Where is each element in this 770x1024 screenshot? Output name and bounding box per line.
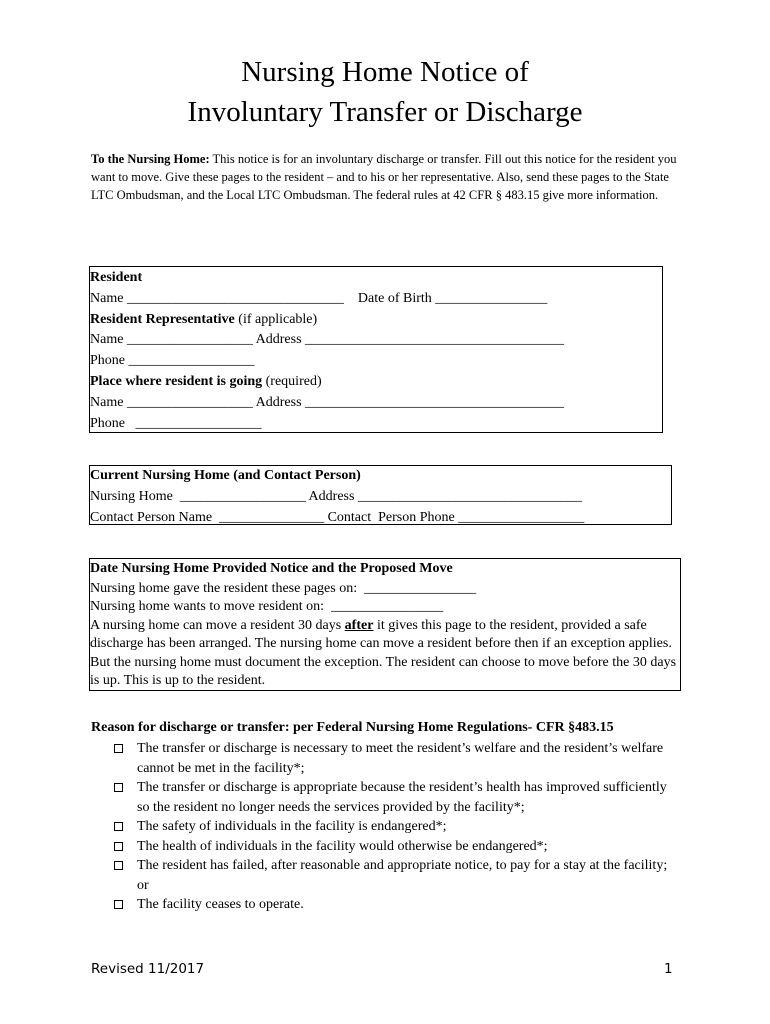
checkbox-icon[interactable] xyxy=(114,861,123,870)
checkbox-icon[interactable] xyxy=(114,842,123,851)
reasons-checklist xyxy=(110,739,670,915)
reason-item: The transfer or discharge is necessary to meet the resident’s welfare and the resident’s welfare cannot be met in the facility*; xyxy=(110,739,670,778)
current-nursing-home-section xyxy=(89,465,672,525)
resident-name-row[interactable]: Name _______________________________ Date of Birth ________________ xyxy=(90,290,548,306)
reasons-heading: Reason for discharge or transfer: per Federal Nursing Home Regulations- CFR §483.15 xyxy=(91,720,614,735)
current-home-heading: Current Nursing Home (and Contact Person) xyxy=(90,468,361,483)
notice-date-section xyxy=(89,558,681,691)
title-line-1: Nursing Home Notice of xyxy=(241,56,529,88)
revision-label: Revised 11/2017 xyxy=(91,961,205,977)
checkbox-icon[interactable] xyxy=(114,822,123,831)
representative-note: (if applicable) xyxy=(234,311,318,327)
destination-note: (required) xyxy=(262,373,322,389)
checkbox-icon[interactable] xyxy=(114,783,123,792)
page-number: 1 xyxy=(664,961,673,977)
checkbox-icon[interactable] xyxy=(114,744,123,753)
intro-text: This notice is for an involuntary discharge or transfer. Fill out this notice for the resident you want to move. Give these pages to the resident – and to his or her representative. Also, send these pages to the State LTC Ombudsman, and the Local LTC Ombudsman. The federal rules at 42 CFR § 483.15 give more information. xyxy=(91,152,677,202)
representative-phone-row[interactable]: Phone __________________ xyxy=(90,353,255,369)
contact-person-row[interactable]: Contact Person Name _______________ Contact Person Phone __________________ xyxy=(90,509,585,525)
move-date-row[interactable]: Nursing home wants to move resident on: ________________ xyxy=(90,599,444,615)
destination-heading: Place where resident is going xyxy=(90,373,263,389)
notice-given-row[interactable]: Nursing home gave the resident these pages on: ________________ xyxy=(90,580,477,596)
after-emphasis: after xyxy=(344,617,374,633)
representative-heading: Resident Representative xyxy=(90,311,235,327)
reason-item: The resident has failed, after reasonable and appropriate notice, to pay for a stay at the facility; or xyxy=(110,856,670,895)
resident-heading: Resident xyxy=(90,270,143,285)
reason-item: The facility ceases to operate. xyxy=(110,895,670,915)
nursing-home-row[interactable]: Nursing Home __________________ Address ________________________________ xyxy=(90,488,582,504)
destination-phone-row[interactable]: Phone __________________ xyxy=(90,415,262,431)
checkbox-icon[interactable] xyxy=(114,900,123,909)
notice-explanation: A nursing home can move a resident 30 days after it gives this page to the resident, provided a safe discharge has been arranged. The nursing home can move a resident before then if an exception applies. But the nursing home must document the exception. The resident can choose to move before the 30 days is up. This is up to the resident. xyxy=(90,617,677,689)
intro-lead: To the Nursing Home: xyxy=(91,152,210,166)
resident-section xyxy=(89,266,663,433)
destination-name-row[interactable]: Name __________________ Address _____________________________________ xyxy=(90,394,565,410)
intro-paragraph xyxy=(91,150,691,204)
representative-name-row[interactable]: Name __________________ Address _____________________________________ xyxy=(90,332,565,348)
reason-item: The safety of individuals in the facility is endangered*; xyxy=(110,817,670,837)
notice-date-heading: Date Nursing Home Provided Notice and the Proposed Move xyxy=(90,561,453,576)
page-title xyxy=(0,52,770,132)
reason-item: The health of individuals in the facility would otherwise be endangered*; xyxy=(110,837,670,857)
reason-item: The transfer or discharge is appropriate because the resident’s health has improved sufficiently so the resident no longer needs the services provided by the facility*; xyxy=(110,778,670,817)
title-line-2: Involuntary Transfer or Discharge xyxy=(187,96,583,128)
